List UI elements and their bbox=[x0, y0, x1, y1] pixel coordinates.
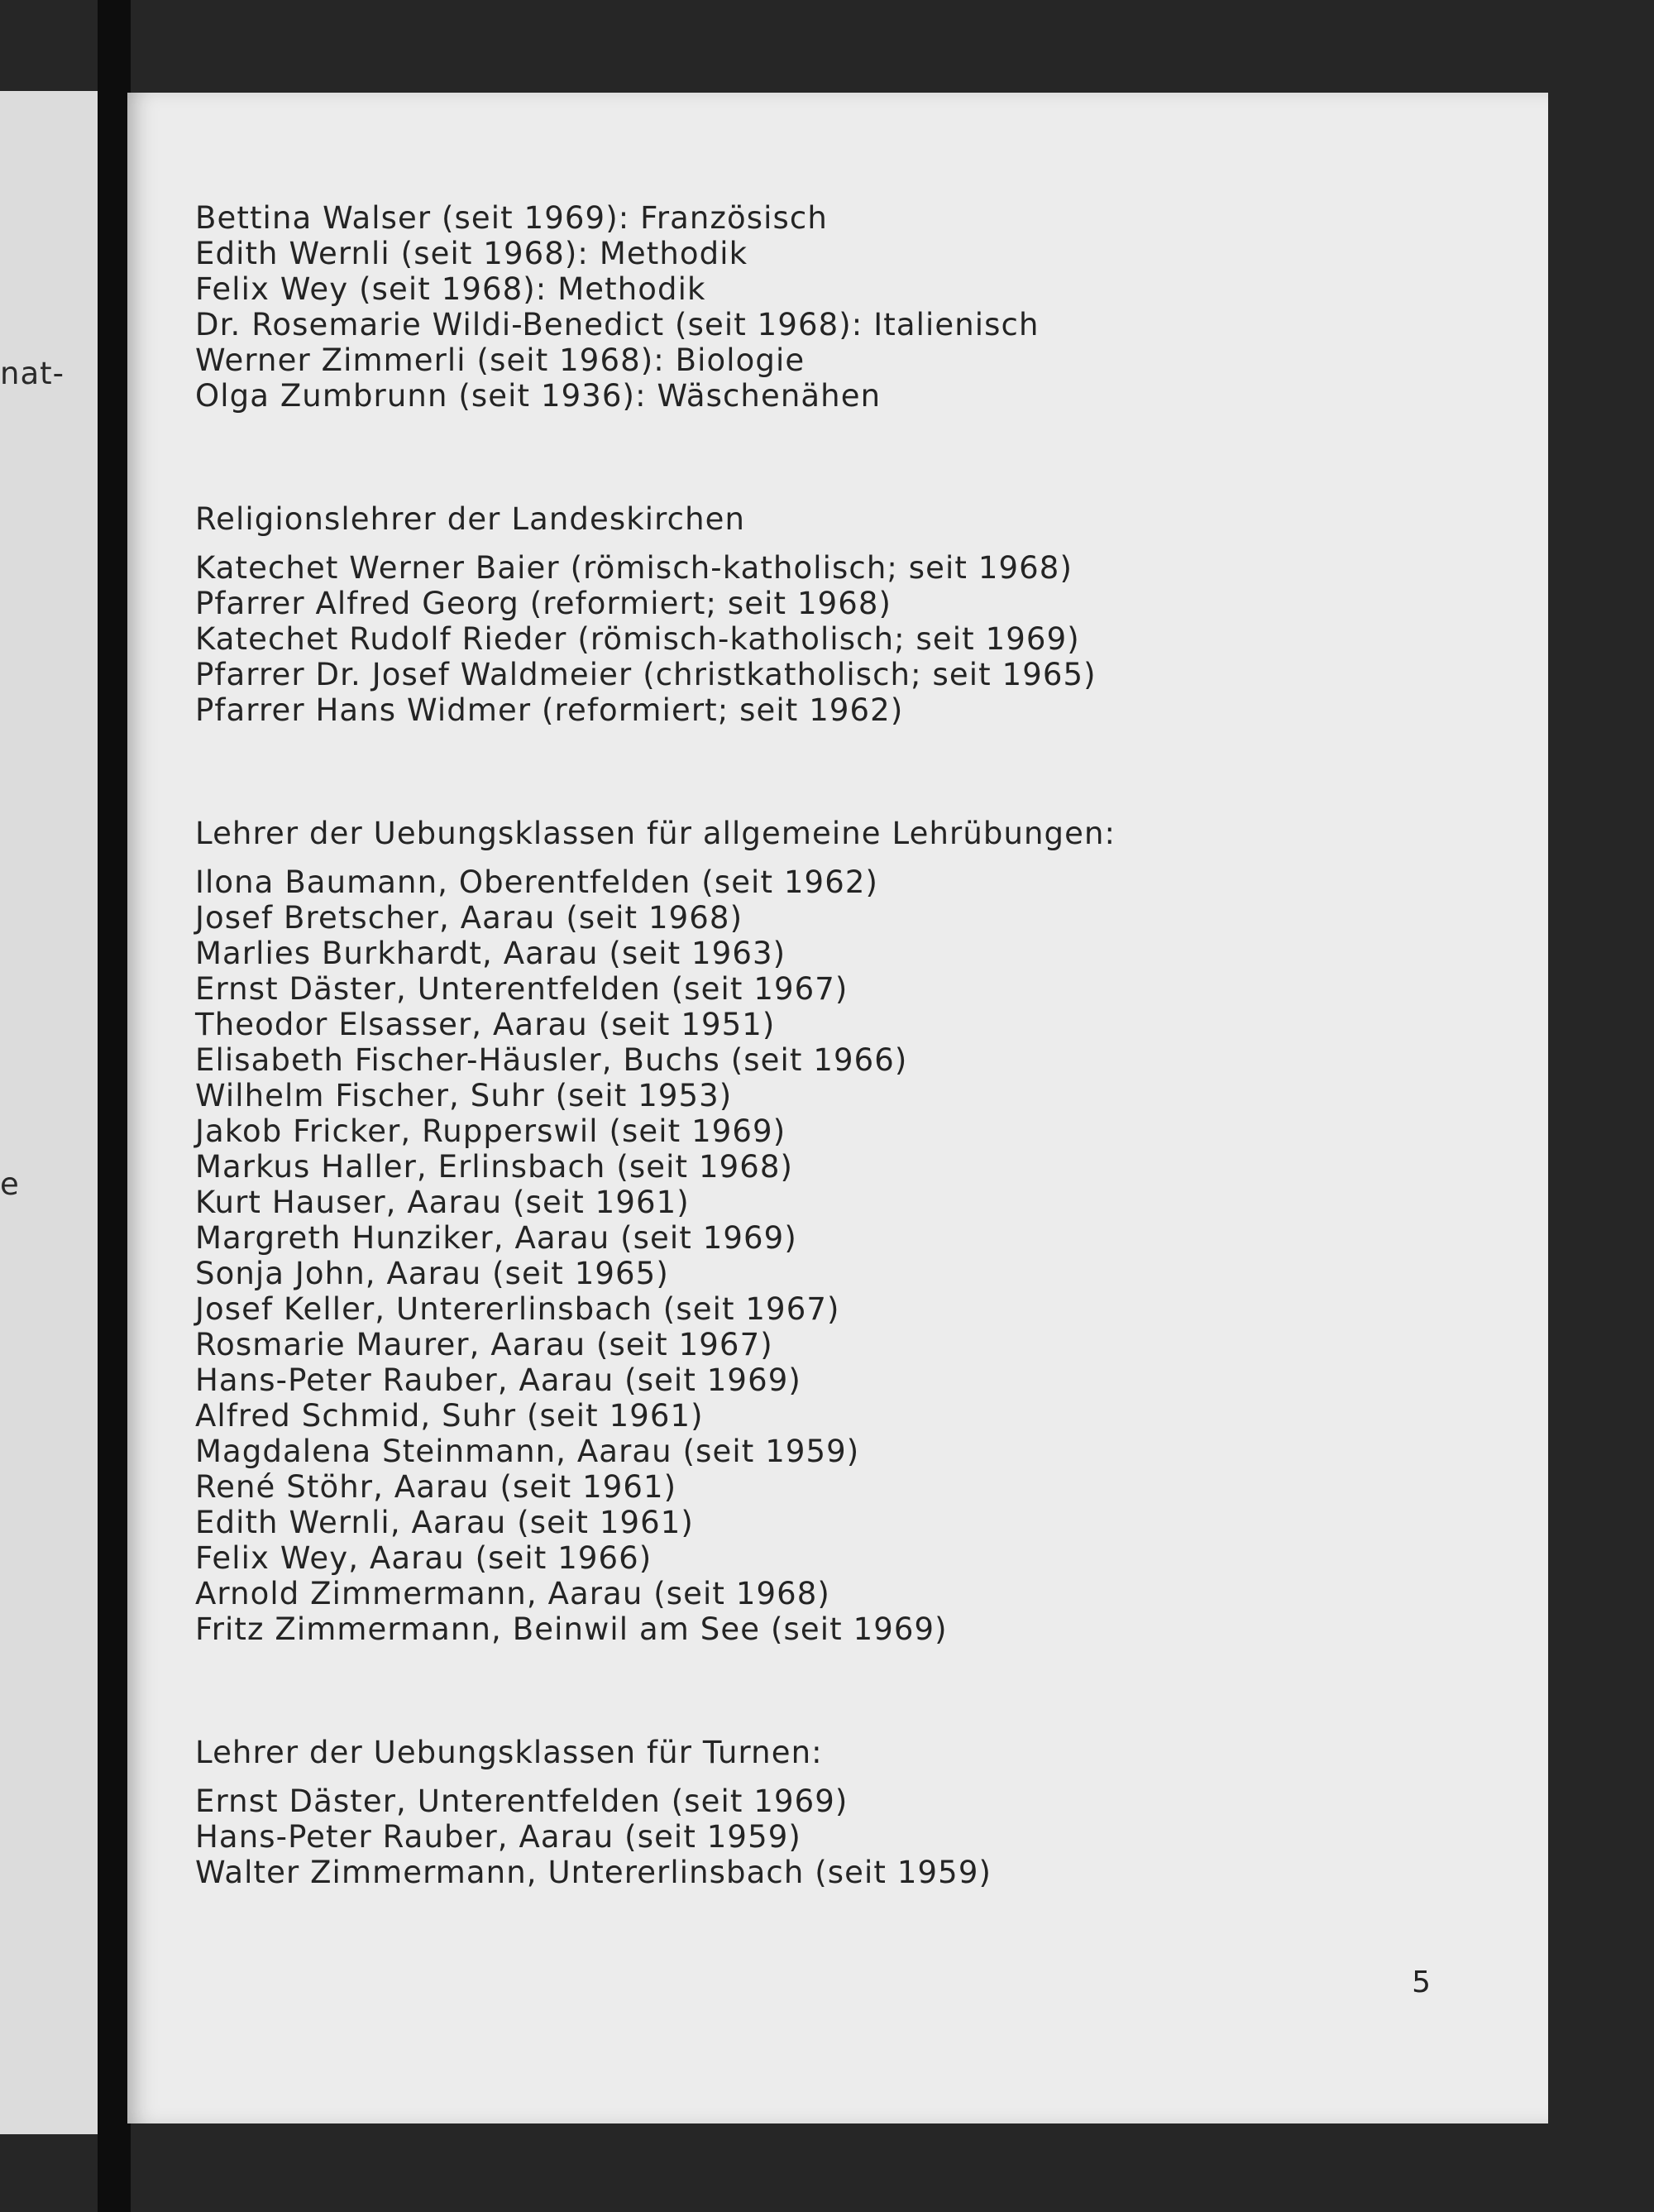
left-page-fragment: nat- bbox=[0, 356, 65, 391]
list-item: Walter Zimmermann, Untererlinsbach (seit 1959) bbox=[195, 1855, 992, 1890]
list-item: Ernst Däster, Unterentfelden (seit 1967) bbox=[195, 971, 849, 1007]
list-item: Katechet Rudolf Rieder (römisch-katholisch; seit 1969) bbox=[195, 621, 1080, 657]
list-item: Felix Wey (seit 1968): Methodik bbox=[195, 271, 706, 307]
staff-list bbox=[195, 200, 1394, 414]
page-number: 5 bbox=[1412, 1965, 1431, 1999]
list-item: Edith Wernli (seit 1968): Methodik bbox=[195, 236, 748, 271]
list-item: Bettina Walser (seit 1969): Französisch bbox=[195, 200, 828, 236]
list-item: Hans-Peter Rauber, Aarau (seit 1969) bbox=[195, 1362, 801, 1398]
list-item: Edith Wernli, Aarau (seit 1961) bbox=[195, 1505, 694, 1540]
list-item: Arnold Zimmermann, Aarau (seit 1968) bbox=[195, 1576, 830, 1611]
list-item: Pfarrer Alfred Georg (reformiert; seit 1968) bbox=[195, 586, 892, 621]
list-item: Olga Zumbrunn (seit 1936): Wäschenähen bbox=[195, 378, 882, 414]
list-item: Magdalena Steinmann, Aarau (seit 1959) bbox=[195, 1434, 860, 1469]
page bbox=[127, 93, 1548, 2123]
list-item: Werner Zimmerli (seit 1968): Biologie bbox=[195, 342, 805, 378]
list-item: Katechet Werner Baier (römisch-katholisch; seit 1968) bbox=[195, 550, 1073, 586]
list-item: Dr. Rosemarie Wildi-Benedict (seit 1968): Italienisch bbox=[195, 307, 1040, 342]
list-item: Wilhelm Fischer, Suhr (seit 1953) bbox=[195, 1078, 733, 1113]
section-practice-class-teachers bbox=[195, 816, 1394, 1647]
scanner-edge bbox=[98, 0, 131, 2212]
left-page-fragment: e bbox=[0, 1166, 20, 1202]
list-item: Pfarrer Hans Widmer (reformiert; seit 1962) bbox=[195, 692, 904, 728]
list-item: Markus Haller, Erlinsbach (seit 1968) bbox=[195, 1149, 794, 1185]
list-item: Rosmarie Maurer, Aarau (seit 1967) bbox=[195, 1327, 773, 1362]
list-item: Elisabeth Fischer-Häusler, Buchs (seit 1966) bbox=[195, 1042, 908, 1078]
section-heading: Religionslehrer der Landeskirchen bbox=[195, 501, 746, 537]
list-item: Marlies Burkhardt, Aarau (seit 1963) bbox=[195, 936, 786, 971]
list-item: Margreth Hunziker, Aarau (seit 1969) bbox=[195, 1220, 797, 1256]
list-item: Sonja John, Aarau (seit 1965) bbox=[195, 1256, 669, 1291]
list-item: Josef Keller, Untererlinsbach (seit 1967) bbox=[195, 1291, 840, 1327]
list-item: Ernst Däster, Unterentfelden (seit 1969) bbox=[195, 1783, 849, 1819]
list-item: Ilona Baumann, Oberentfelden (seit 1962) bbox=[195, 864, 879, 900]
page-content bbox=[195, 200, 1394, 1890]
list-item: René Stöhr, Aarau (seit 1961) bbox=[195, 1469, 677, 1505]
section-heading: Lehrer der Uebungsklassen für allgemeine Lehrübungen: bbox=[195, 816, 1116, 851]
list-item: Josef Bretscher, Aarau (seit 1968) bbox=[195, 900, 743, 936]
list-item: Hans-Peter Rauber, Aarau (seit 1959) bbox=[195, 1819, 801, 1855]
section-gym-class-teachers bbox=[195, 1735, 1394, 1890]
section-religion-teachers bbox=[195, 501, 1394, 728]
list-item: Kurt Hauser, Aarau (seit 1961) bbox=[195, 1185, 690, 1220]
list-item: Fritz Zimmermann, Beinwil am See (seit 1969) bbox=[195, 1611, 948, 1647]
section-heading: Lehrer der Uebungsklassen für Turnen: bbox=[195, 1735, 823, 1770]
list-item: Theodor Elsasser, Aarau (seit 1951) bbox=[195, 1007, 776, 1042]
list-item: Pfarrer Dr. Josef Waldmeier (christkatholisch; seit 1965) bbox=[195, 657, 1097, 692]
list-item: Felix Wey, Aarau (seit 1966) bbox=[195, 1540, 653, 1576]
list-item: Jakob Fricker, Rupperswil (seit 1969) bbox=[195, 1113, 786, 1149]
list-item: Alfred Schmid, Suhr (seit 1961) bbox=[195, 1398, 704, 1434]
